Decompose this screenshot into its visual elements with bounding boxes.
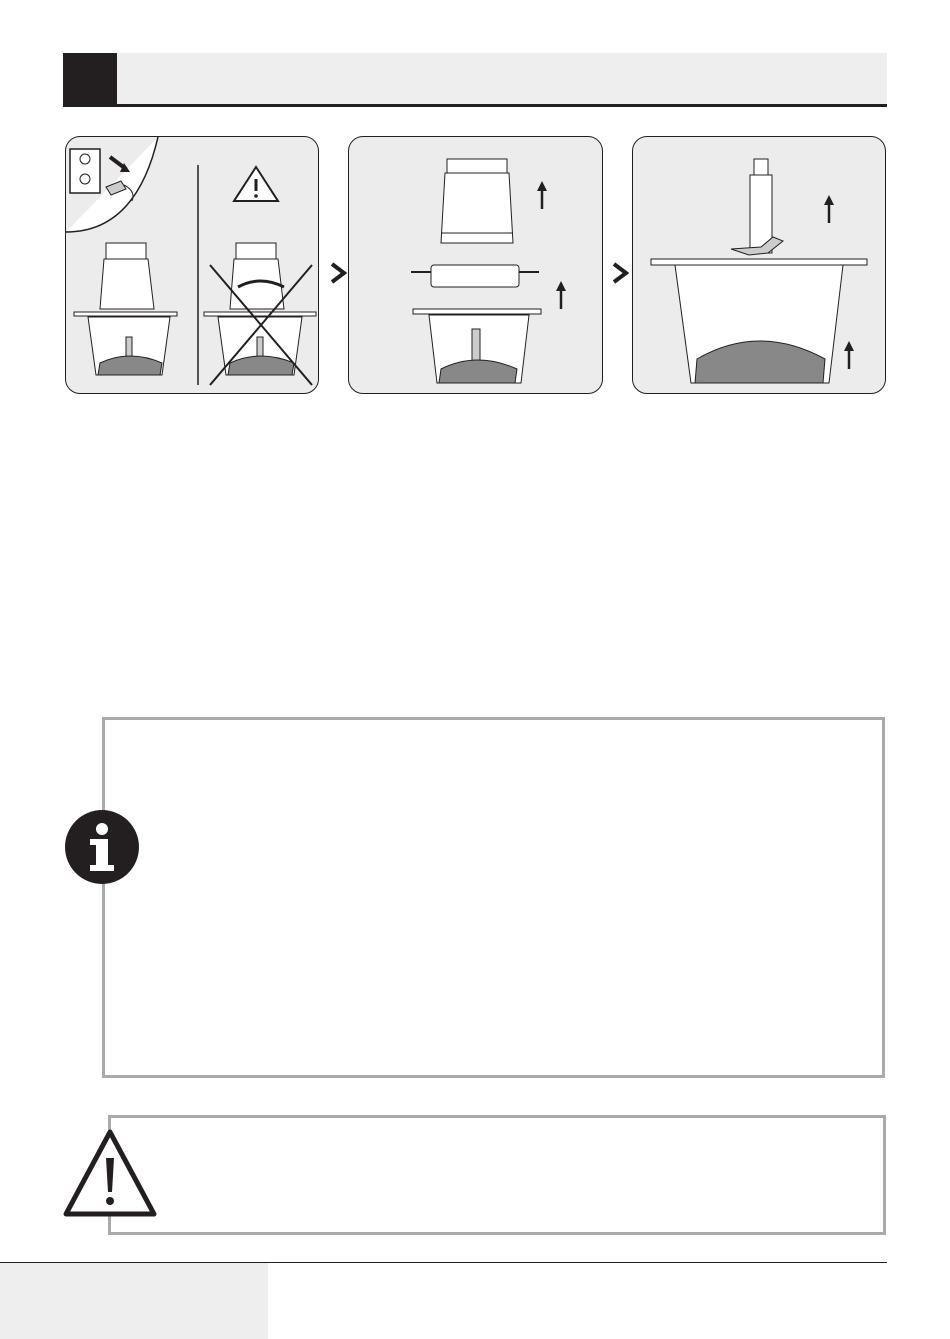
section-number-block bbox=[63, 53, 117, 106]
header-rule bbox=[63, 104, 887, 107]
remove-motor-illustration bbox=[349, 137, 603, 394]
plug-socket-icon bbox=[70, 149, 100, 193]
info-note-box bbox=[102, 717, 885, 1078]
bowl bbox=[413, 309, 541, 383]
warning-triangle-icon bbox=[234, 167, 278, 201]
up-arrow-icon bbox=[824, 195, 834, 223]
illustration-panel-remove-blade bbox=[632, 136, 886, 394]
info-icon bbox=[64, 809, 140, 885]
section-header-bar bbox=[63, 53, 887, 106]
up-arrow-icon bbox=[556, 281, 566, 309]
illustration-panel-remove-motor bbox=[348, 136, 603, 394]
up-arrow-icon bbox=[537, 181, 547, 209]
remove-blade-illustration bbox=[633, 137, 886, 394]
unplug-illustration bbox=[66, 137, 319, 394]
chevron-right-icon bbox=[610, 260, 632, 286]
warning-triangle-icon bbox=[62, 1126, 158, 1220]
illustration-panel-unplug bbox=[65, 136, 319, 394]
footer-block bbox=[0, 1263, 268, 1339]
bowl bbox=[651, 259, 867, 383]
blade-unit bbox=[731, 159, 783, 255]
up-arrow-icon bbox=[844, 341, 854, 369]
chopper-illustration-left bbox=[74, 243, 177, 375]
motor-unit bbox=[441, 159, 513, 243]
chevron-right-icon bbox=[328, 260, 350, 286]
lid bbox=[411, 265, 539, 287]
warning-note-box bbox=[108, 1115, 886, 1235]
chopper-illustration-right bbox=[204, 243, 316, 375]
